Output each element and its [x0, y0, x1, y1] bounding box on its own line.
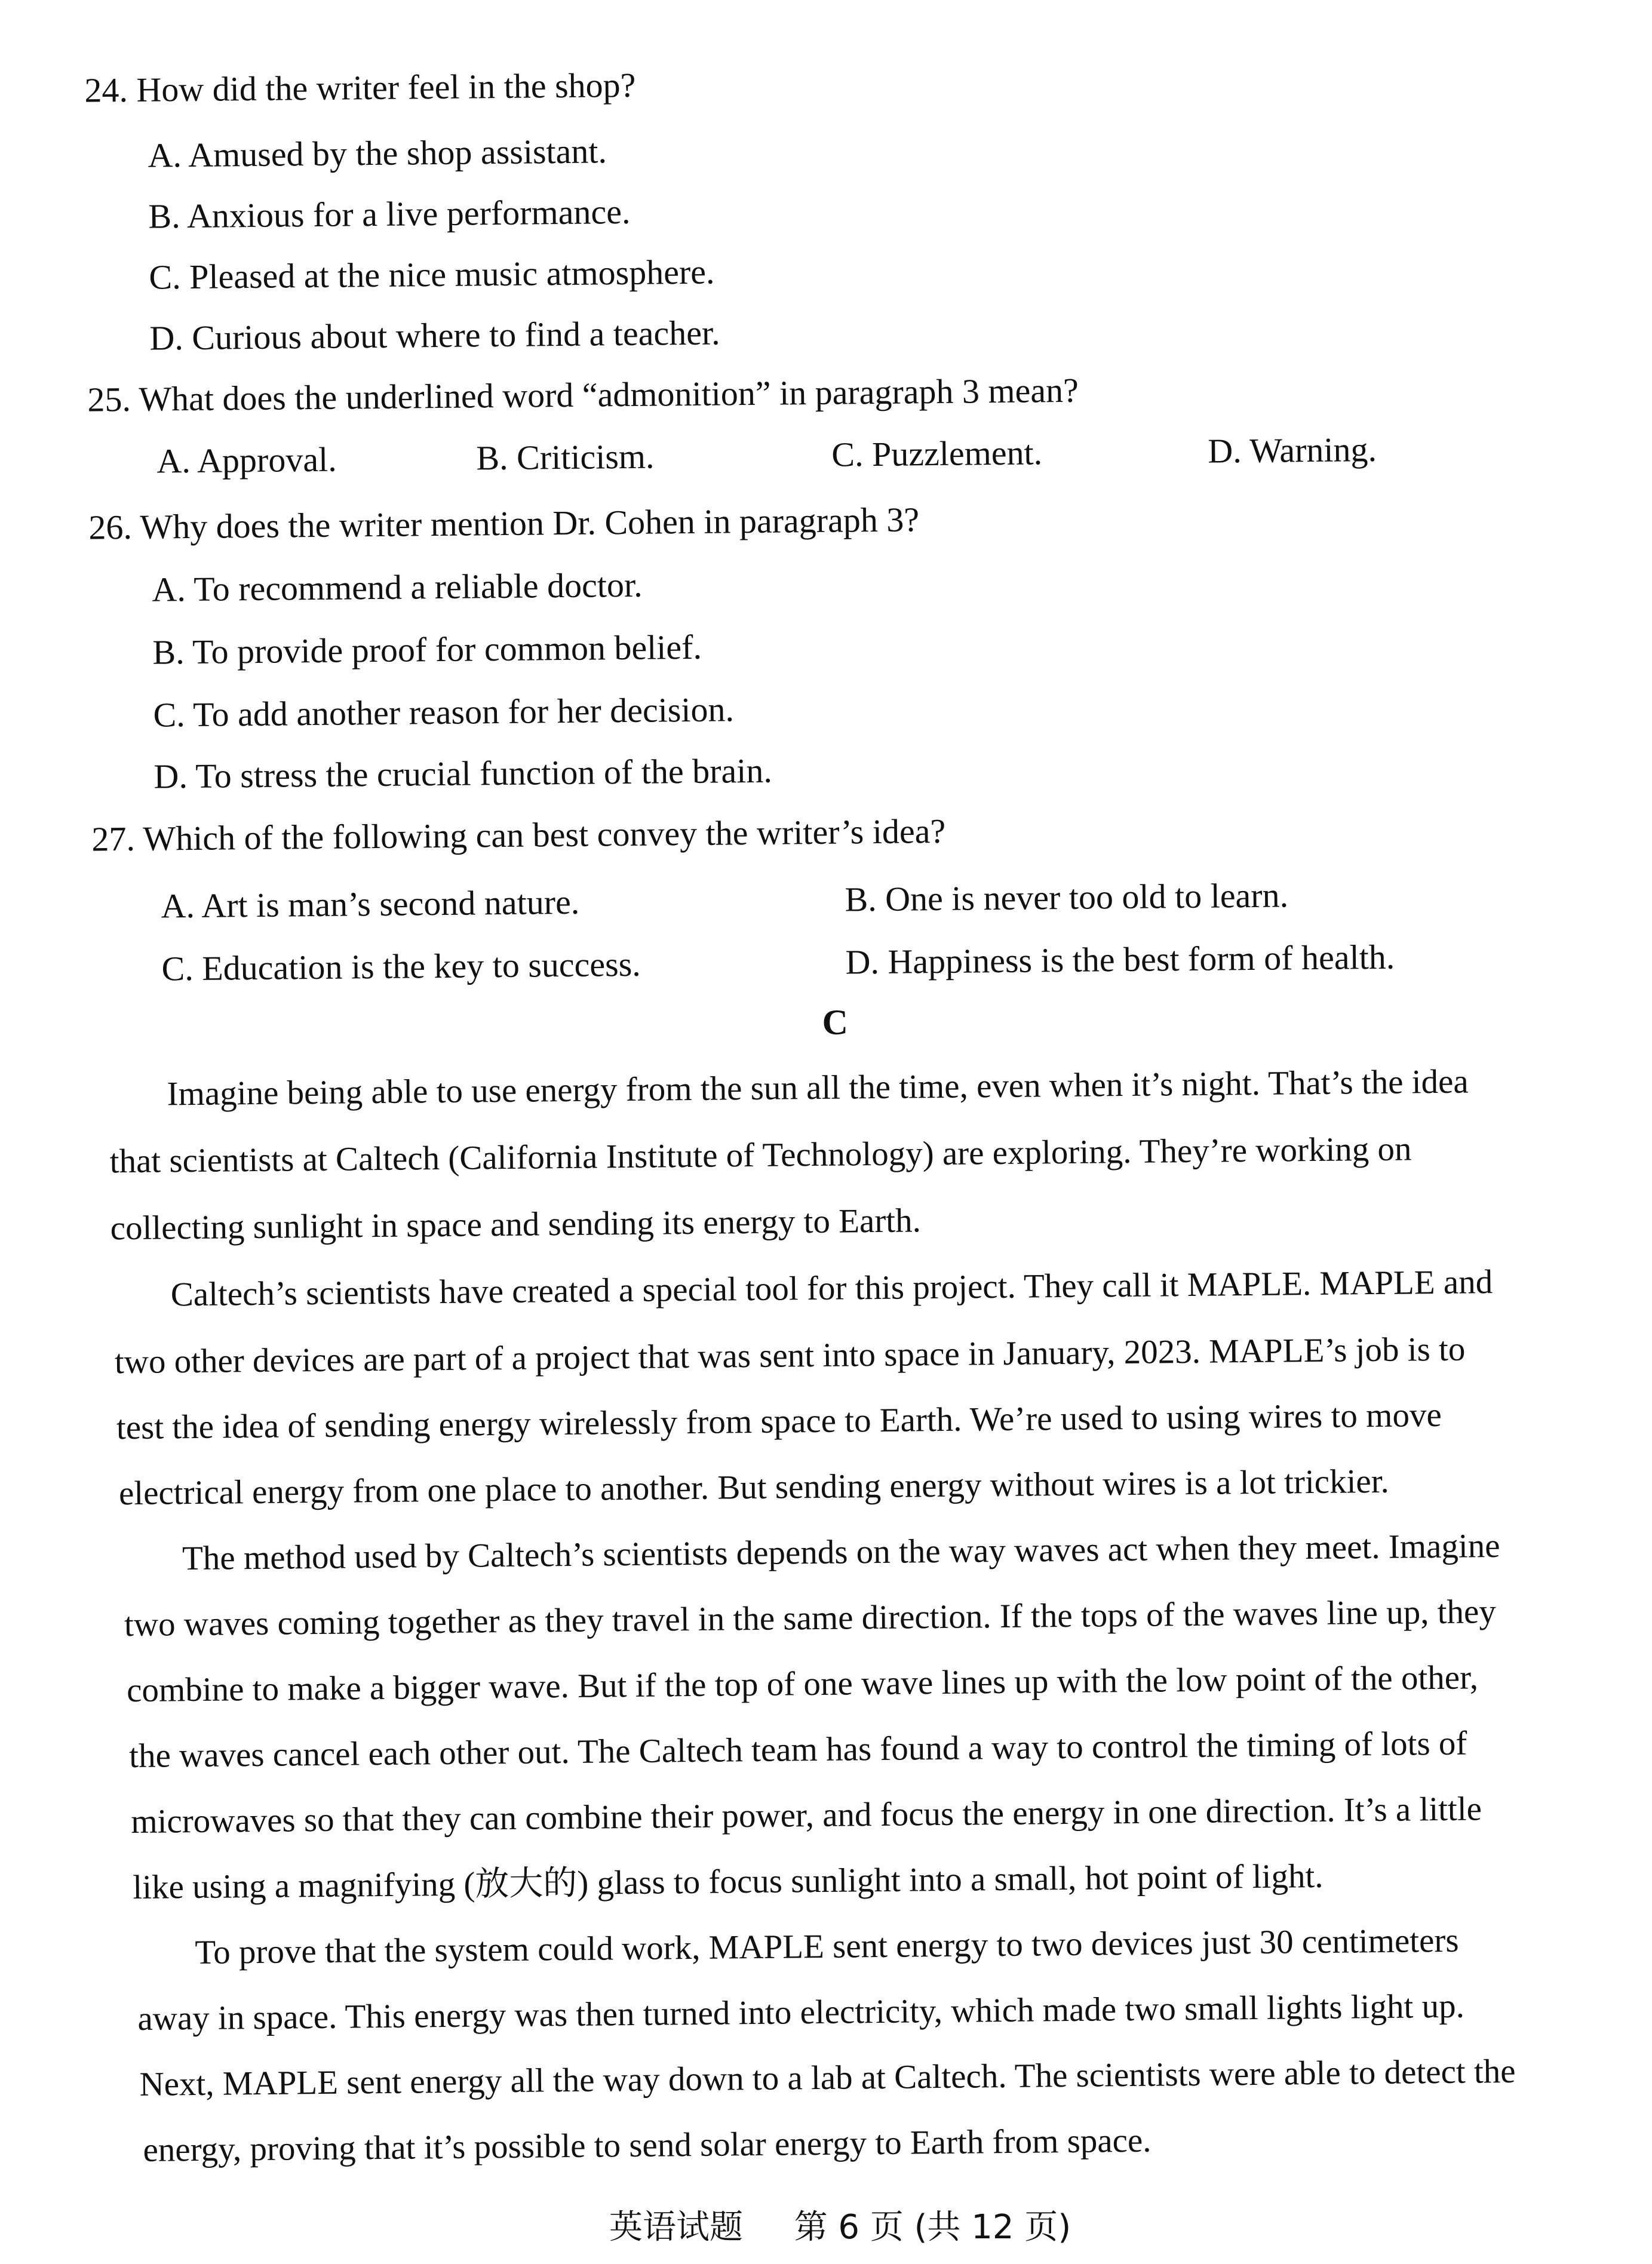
- passage-line: Next, MAPLE sent energy all the way down to a lab at Caltech. The scientists were able to detect the: [139, 2052, 1516, 2103]
- question-number: 27.: [91, 819, 136, 859]
- question-25: [87, 370, 1079, 421]
- passage-line: like using a magnifying (放大的) glass to focus sunlight into a small, hot point of light.: [133, 1857, 1324, 1907]
- option-26c: C. To add another reason for her decision.: [153, 690, 735, 735]
- footer-page-info: 第 6 页 (共 12 页): [794, 2208, 1071, 2247]
- passage-line: two other devices are part of a project that was sent into space in January, 2023. MAPLE’s job is to: [114, 1330, 1466, 1381]
- option-27b: B. One is never too old to learn.: [845, 876, 1289, 919]
- option-25a: A. Approval.: [156, 440, 337, 481]
- passage-line: the waves cancel each other out. The Caltech team has found a way to control the timing of lots of: [128, 1724, 1467, 1775]
- option-24c: C. Pleased at the nice music atmosphere.: [149, 252, 715, 297]
- passage-line: Caltech’s scientists have created a special tool for this project. They call it MAPLE. MAPLE and: [170, 1263, 1493, 1314]
- option-27a: A. Art is man’s second nature.: [161, 882, 580, 926]
- question-stem: How did the writer feel in the shop?: [136, 65, 636, 109]
- question-stem: Which of the following can best convey the writer’s idea?: [143, 811, 946, 858]
- page-footer: [609, 2201, 1071, 2248]
- option-24d: D. Curious about where to find a teacher.: [149, 313, 720, 358]
- passage-line: that scientists at Caltech (California Institute of Technology) are exploring. They’re working on: [109, 1130, 1412, 1181]
- option-26b: B. To provide proof for common belief.: [152, 627, 702, 672]
- passage-line: collecting sunlight in space and sending its energy to Earth.: [110, 1202, 922, 1248]
- passage-line: energy, proving that it’s possible to send solar energy to Earth from space.: [143, 2121, 1152, 2169]
- question-24: [84, 64, 636, 112]
- question-number: 26.: [88, 507, 133, 547]
- option-24b: B. Anxious for a live performance.: [148, 192, 631, 236]
- passage-line: Imagine being able to use energy from the sun all the time, even when it’s night. That’s the idea: [167, 1062, 1469, 1113]
- question-stem: Why does the writer mention Dr. Cohen in paragraph 3?: [140, 500, 920, 546]
- option-24a: A. Amused by the shop assistant.: [148, 131, 607, 175]
- question-stem: What does the underlined word “admonition” in paragraph 3 mean?: [139, 370, 1079, 419]
- question-26: [88, 499, 919, 548]
- option-25b: B. Criticism.: [476, 437, 655, 478]
- option-26a: A. To recommend a reliable doctor.: [152, 565, 643, 609]
- section-label: C: [822, 1002, 849, 1042]
- option-25c: C. Puzzlement.: [831, 433, 1043, 474]
- passage-line: The method used by Caltech’s scientists depends on the way waves act when they meet. Imagine: [182, 1527, 1500, 1578]
- passage-line: To prove that the system could work, MAPLE sent energy to two devices just 30 centimeters: [195, 1921, 1459, 1972]
- question-27: [91, 810, 945, 861]
- footer-subject: 英语试题: [609, 2208, 743, 2247]
- option-27c: C. Education is the key to success.: [161, 944, 641, 988]
- option-26d: D. To stress the crucial function of the brain.: [153, 751, 773, 796]
- passage-line: two waves coming together as they travel in the same direction. If the tops of the waves line up, they: [124, 1593, 1497, 1644]
- passage-line: test the idea of sending energy wirelessly from space to Earth. We’re used to using wires to move: [116, 1396, 1442, 1447]
- question-number: 25.: [87, 379, 131, 419]
- passage-line: combine to make a bigger wave. But if the top of one wave lines up with the low point of the other,: [126, 1658, 1479, 1710]
- passage-line: electrical energy from one place to another. But sending energy without wires is a lot trickier.: [118, 1462, 1390, 1513]
- option-27d: D. Happiness is the best form of health.: [845, 937, 1395, 982]
- passage-line: away in space. This energy was then turned into electricity, which made two small lights light up.: [137, 1987, 1465, 2038]
- question-number: 24.: [84, 70, 128, 110]
- passage-line: microwaves so that they can combine their power, and focus the energy in one direction. It’s a little: [130, 1790, 1482, 1841]
- option-25d: D. Warning.: [1208, 429, 1377, 471]
